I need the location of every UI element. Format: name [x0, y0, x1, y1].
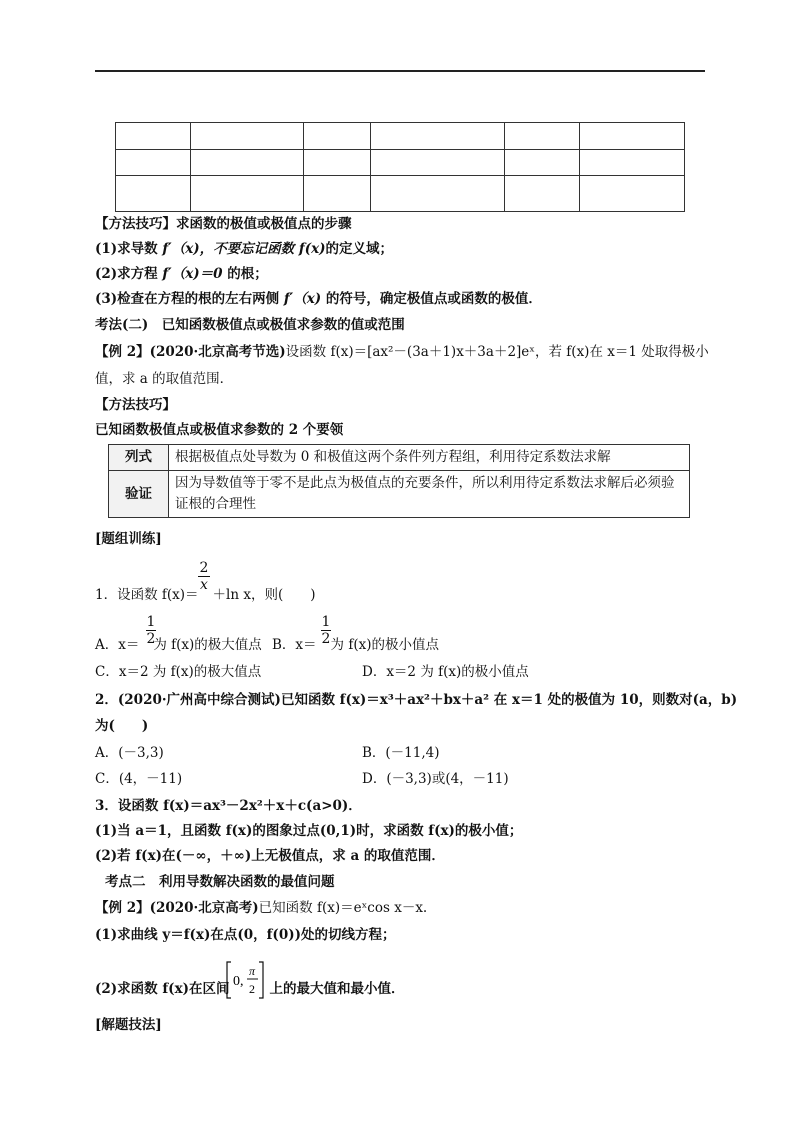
kaodian-2-heading: 考点二 利用导数解决函数的最值问题 [105, 874, 335, 890]
header-rule [95, 70, 705, 72]
svg-text:0,: 0, [233, 974, 244, 989]
example-2-cont: 值，求 a 的取值范围． [95, 371, 234, 387]
example-2: 【例 2】(2020·北京高考节选)设函数 f(x)＝[ax²－(3a＋1)x＋3a＋2]eˣ，若 f(x)在 x＝1 处取得极小 [95, 344, 709, 360]
tips-value: 根据极值点处导数为 0 和极值这两个条件列方程组，利用待定系数法求解 [169, 445, 690, 471]
question-3-part-2: (2)若 f(x)在(－∞，＋∞)上无极值点，求 a 的取值范围． [95, 848, 445, 864]
fraction-numerator: 2 [199, 560, 209, 576]
step-2: (2)求方程 f′（x)＝0 的根； [95, 266, 268, 282]
blank-table [115, 122, 685, 212]
example-2b-part-2: (2)求函数 f(x)在区间 上的最大值和最小值． [95, 981, 405, 997]
kaofa-2-heading: 考法(二) 已知函数极值点或极值求参数的值或范围 [95, 317, 405, 333]
example-2b-part-1: (1)求曲线 y＝f(x)在点(0，f(0))处的切线方程； [95, 927, 396, 943]
q2-option-a[interactable]: A．(－3,3) [95, 745, 164, 761]
svg-text:2: 2 [249, 982, 255, 996]
fraction-denominator: x [200, 577, 208, 593]
svg-text:π: π [249, 964, 256, 978]
tips-value: 因为导数值等于零不是此点为极值点的充要条件，所以利用待定系数法求解后必须验证根的合理性 [169, 471, 690, 518]
question-1: 1．设函数 f(x)＝ ＋ln x，则( ) [95, 587, 316, 603]
method-title-2: 【方法技巧】 [95, 397, 176, 413]
q1-a-fraction: 1 2 [146, 614, 156, 647]
tips-row [109, 445, 690, 471]
question-2: 2．(2020·广州高中综合测试)已知函数 f(x)＝x³＋ax²＋bx＋a² 在 x＝1 处的极值为 10，则数对(a，b) [95, 692, 738, 708]
q1-option-c[interactable]: C．x＝2 为 f(x)的极大值点 [95, 664, 262, 680]
tips-key: 列式 [109, 445, 169, 471]
drill-title: [题组训练] [95, 531, 162, 547]
essentials-title: 已知函数极值点或极值求参数的 2 个要领 [95, 422, 344, 438]
solve-title: [解题技法] [95, 1017, 162, 1033]
tips-row [109, 471, 690, 518]
q2-option-d[interactable]: D．(－3,3)或(4，－11) [362, 771, 509, 787]
tips-table [108, 444, 690, 518]
tips-key: 验证 [109, 471, 169, 518]
step-1: (1)求导数 f′（x)，不要忘记函数 f(x)的定义域； [95, 241, 394, 257]
q1-option-a[interactable]: A．x＝ 为 f(x)的极大值点 [95, 637, 262, 653]
q2-option-b[interactable]: B．(－11,4) [362, 745, 440, 761]
q1-b-fraction: 1 2 [321, 614, 331, 647]
example-2b: 【例 2】(2020·北京高考)已知函数 f(x)＝eˣcos x－x. [95, 900, 428, 916]
question-2-cont: 为( ) [95, 718, 149, 734]
question-3-part-1: (1)当 a＝1，且函数 f(x)的图象过点(0,1)时，求函数 f(x)的极小值； [95, 823, 523, 839]
step-3: (3)检查在方程的根的左右两侧 f′（x) 的符号，确定极值点或函数的极值． [95, 291, 542, 307]
method-title: 【方法技巧】求函数的极值或极值点的步骤 [95, 216, 352, 232]
q1-option-b[interactable]: B．x＝ 为 f(x)的极小值点 [272, 637, 439, 653]
q2-option-c[interactable]: C．(4，－11) [95, 771, 183, 787]
question-3: 3．设函数 f(x)＝ax³－2x²＋x＋c(a>0)． [95, 798, 362, 814]
q1-option-d[interactable]: D．x＝2 为 f(x)的极小值点 [362, 664, 529, 680]
